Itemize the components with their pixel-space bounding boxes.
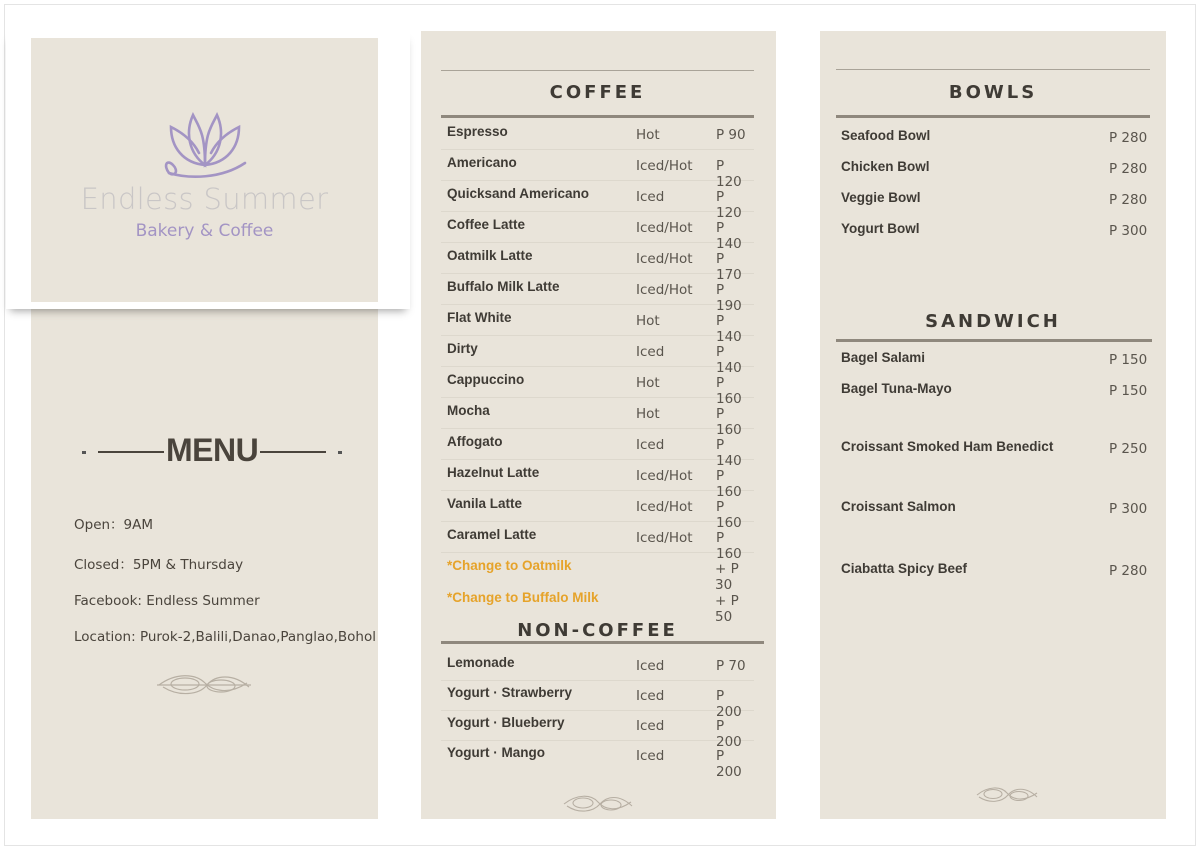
item-price: P 160 xyxy=(716,375,742,407)
divider xyxy=(260,451,326,453)
coffee-section-title: COFFEE xyxy=(549,82,646,103)
menu-item-row xyxy=(836,376,1150,407)
item-name: Vanila Latte xyxy=(447,496,523,511)
add-on-price: + P 50 xyxy=(715,593,739,625)
menu-title-row xyxy=(78,432,348,472)
menu-title: MENU xyxy=(166,432,259,468)
item-name: Ciabatta Spicy Beef xyxy=(841,561,968,576)
divider xyxy=(441,70,754,71)
item-temperature: Iced xyxy=(636,344,665,360)
add-on-row xyxy=(441,585,754,625)
add-on-price: + P 30 xyxy=(715,561,739,593)
item-name: Chicken Bowl xyxy=(841,159,930,174)
item-name: Lemonade xyxy=(447,655,515,670)
item-temperature: Iced xyxy=(636,189,665,205)
item-name: Seafood Bowl xyxy=(841,128,931,143)
facebook-info: Facebook: Endless Summer xyxy=(74,593,260,609)
flourish-ornament-icon xyxy=(155,669,253,701)
divider xyxy=(441,641,764,644)
item-price: P 280 xyxy=(1109,130,1148,146)
item-name: Croissant Salmon xyxy=(841,499,956,514)
menu-item-row xyxy=(441,491,754,531)
item-name: Quicksand Americano xyxy=(447,186,590,201)
non-coffee-section-title: NON-COFFEE xyxy=(517,620,678,641)
item-name: Yogurt Bowl xyxy=(841,221,920,236)
item-temperature: Iced/Hot xyxy=(636,158,693,174)
menu-item-row xyxy=(441,429,754,469)
item-price: P 160 xyxy=(716,530,742,562)
item-price: P 140 xyxy=(716,437,742,469)
item-temperature: Iced xyxy=(636,718,665,734)
divider xyxy=(836,339,1152,342)
divider xyxy=(338,451,342,454)
item-name: Oatmilk Latte xyxy=(447,248,533,263)
food-panel xyxy=(820,31,1166,819)
menu-item-row xyxy=(441,367,754,407)
menu-item-row xyxy=(836,345,1150,376)
menu-item-row xyxy=(836,494,1150,525)
item-price: P 170 xyxy=(716,251,742,283)
item-price: P 150 xyxy=(1109,383,1148,399)
item-price: P 140 xyxy=(716,344,742,376)
menu-item-row xyxy=(441,650,754,681)
menu-item-row xyxy=(441,212,754,252)
menu-item-row xyxy=(441,680,754,720)
location-info: Location: Purok-2,Balili,Danao,Panglao,Bohol xyxy=(74,629,376,645)
item-name: Mocha xyxy=(447,403,490,418)
item-name: Dirty xyxy=(447,341,478,356)
item-temperature: Hot xyxy=(636,127,660,143)
item-temperature: Iced/Hot xyxy=(636,499,693,515)
divider xyxy=(441,115,754,118)
item-name: Bagel Salami xyxy=(841,350,926,365)
add-on-row xyxy=(441,553,754,593)
item-name: Espresso xyxy=(447,124,508,139)
bowls-section-title: BOWLS xyxy=(948,82,1038,103)
logo-area xyxy=(31,38,378,302)
item-price: P 200 xyxy=(716,688,742,720)
item-temperature: Iced xyxy=(636,688,665,704)
item-price: P 280 xyxy=(1109,161,1148,177)
drinks-panel xyxy=(421,31,776,819)
item-name: Bagel Tuna-Mayo xyxy=(841,381,952,396)
item-temperature: Iced/Hot xyxy=(636,251,693,267)
menu-item-row xyxy=(836,556,1150,587)
menu-item-row xyxy=(836,123,1150,154)
item-name: Affogato xyxy=(447,434,503,449)
item-price: P 250 xyxy=(1109,441,1148,457)
brand-subtitle: Bakery & Coffee xyxy=(135,221,274,241)
item-price: P 90 xyxy=(716,127,746,143)
item-name: Hazelnut Latte xyxy=(447,465,540,480)
item-price: P 300 xyxy=(1109,501,1148,517)
item-name: Veggie Bowl xyxy=(841,190,921,205)
item-name: Yogurt · Strawberry xyxy=(447,685,573,700)
menu-item-row xyxy=(441,305,754,345)
item-temperature: Iced/Hot xyxy=(636,220,693,236)
menu-item-row xyxy=(441,522,754,562)
divider xyxy=(98,451,164,453)
menu-item-row xyxy=(441,460,754,500)
menu-item-row xyxy=(441,119,754,150)
item-price: P 120 xyxy=(716,189,742,221)
item-name: Americano xyxy=(447,155,517,170)
item-temperature: Hot xyxy=(636,313,660,329)
item-temperature: Iced/Hot xyxy=(636,530,693,546)
menu-item-row xyxy=(441,336,754,376)
menu-item-row xyxy=(441,181,754,221)
menu-item-row xyxy=(836,216,1150,247)
item-price: P 280 xyxy=(1109,192,1148,208)
flourish-ornament-icon xyxy=(561,791,635,817)
item-temperature: Hot xyxy=(636,375,660,391)
item-name: Yogurt · Mango xyxy=(447,745,545,760)
item-temperature: Iced xyxy=(636,437,665,453)
menu-item-row xyxy=(441,398,754,438)
menu-item-row xyxy=(441,274,754,314)
item-name: Coffee Latte xyxy=(447,217,526,232)
closing-hours: Closed：5PM & Thursday xyxy=(74,557,244,573)
opening-hours: Open：9AM xyxy=(74,517,154,533)
divider xyxy=(82,451,86,454)
item-name: Croissant Smoked Ham Benedict xyxy=(841,439,1054,454)
sandwich-section-title: SANDWICH xyxy=(925,311,1061,332)
add-on-name: *Change to Oatmilk xyxy=(447,558,572,573)
item-name: Flat White xyxy=(447,310,512,325)
menu-item-row xyxy=(836,434,1150,465)
item-name: Caramel Latte xyxy=(447,527,537,542)
divider xyxy=(836,115,1150,118)
add-on-name: *Change to Buffalo Milk xyxy=(447,590,599,605)
item-price: P 140 xyxy=(716,220,742,252)
item-price: P 140 xyxy=(716,313,742,345)
menu-item-row xyxy=(441,740,754,780)
lotus-logo-icon xyxy=(159,103,251,183)
menu-item-row xyxy=(836,185,1150,216)
item-price: P 70 xyxy=(716,658,746,674)
item-price: P 120 xyxy=(716,158,742,190)
item-price: P 160 xyxy=(716,468,742,500)
menu-item-row xyxy=(836,154,1150,185)
item-temperature: Iced/Hot xyxy=(636,468,693,484)
item-price: P 190 xyxy=(716,282,742,314)
flourish-ornament-icon xyxy=(974,783,1040,807)
item-price: P 300 xyxy=(1109,223,1148,239)
item-price: P 160 xyxy=(716,406,742,438)
item-temperature: Iced xyxy=(636,658,665,674)
brand-name: Endless Summer xyxy=(80,182,329,216)
item-name: Yogurt · Blueberry xyxy=(447,715,565,730)
item-name: Buffalo Milk Latte xyxy=(447,279,560,294)
item-name: Cappuccino xyxy=(447,372,525,387)
item-price: P 150 xyxy=(1109,352,1148,368)
item-price: P 200 xyxy=(716,718,742,750)
item-temperature: Iced/Hot xyxy=(636,282,693,298)
item-price: P 280 xyxy=(1109,563,1148,579)
menu-item-row xyxy=(441,710,754,750)
item-price: P 160 xyxy=(716,499,742,531)
divider xyxy=(836,69,1150,70)
menu-item-row xyxy=(441,243,754,283)
item-temperature: Hot xyxy=(636,406,660,422)
item-price: P 200 xyxy=(716,748,742,780)
logo-card xyxy=(6,31,410,309)
menu-item-row xyxy=(441,150,754,190)
item-temperature: Iced xyxy=(636,748,665,764)
